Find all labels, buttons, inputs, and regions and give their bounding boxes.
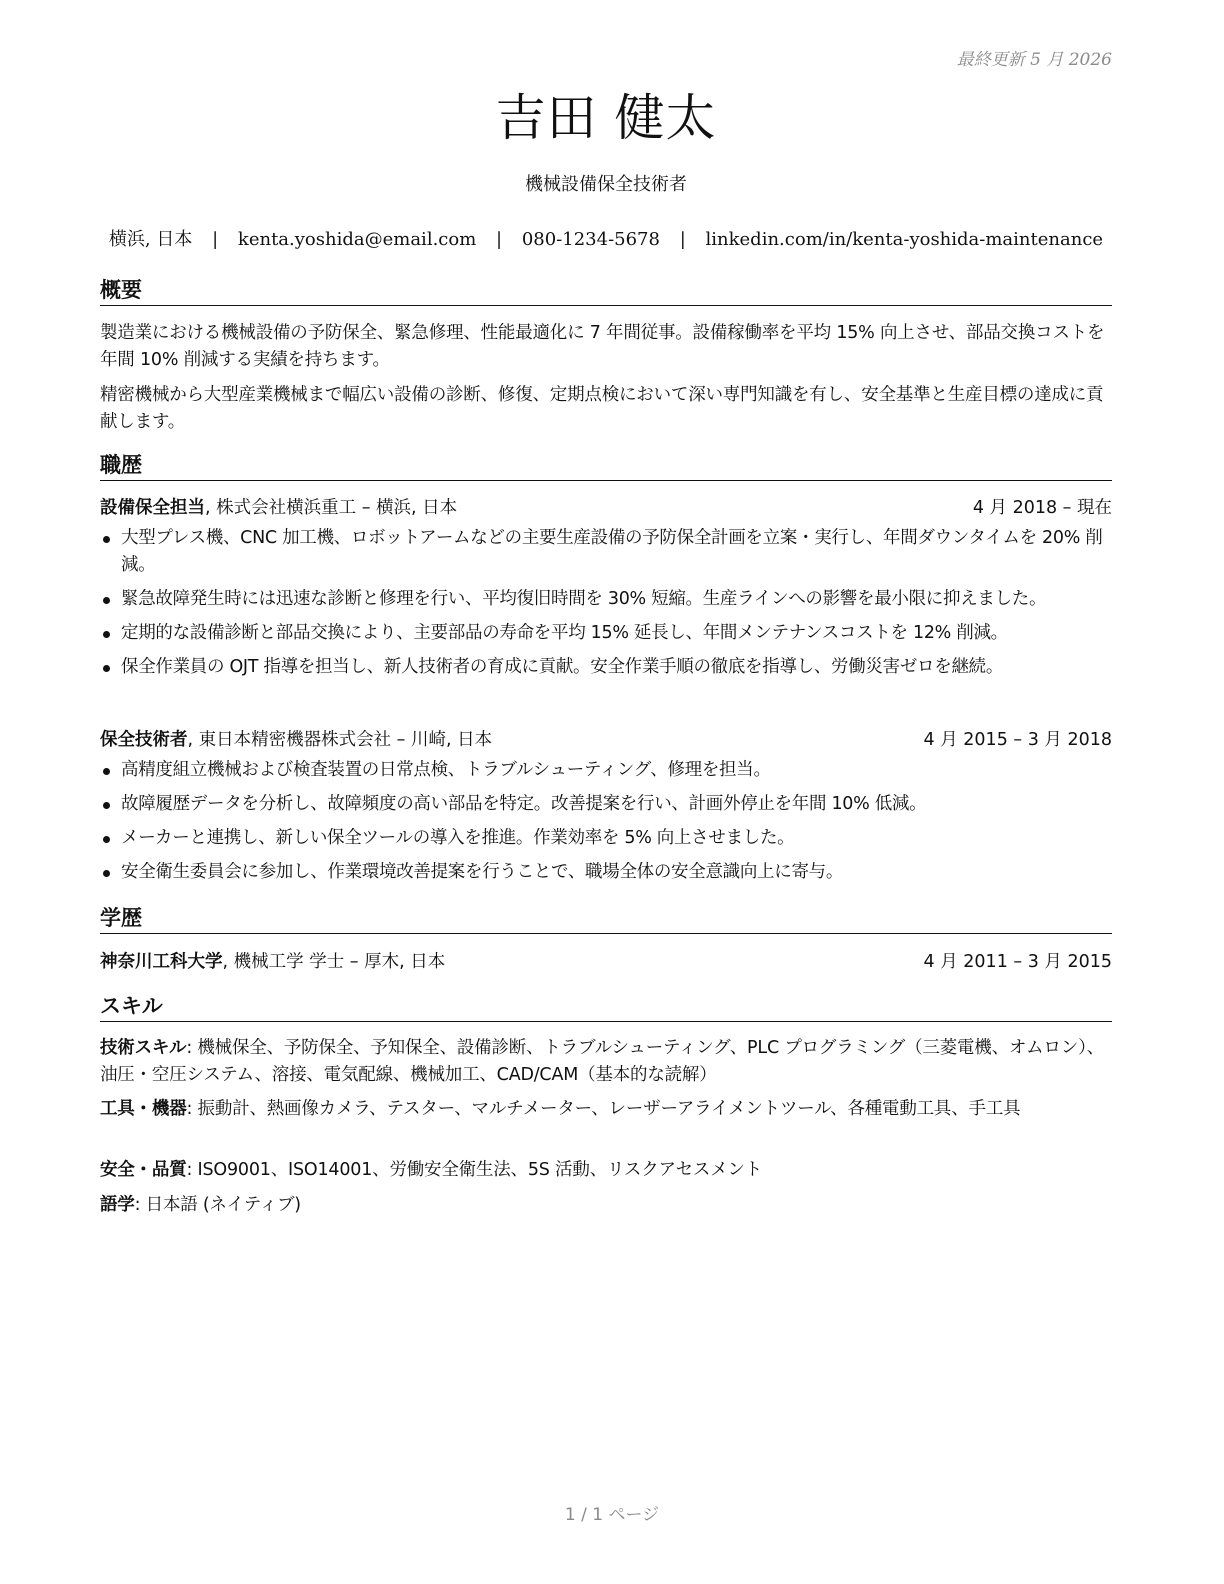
bullet-icon xyxy=(103,836,110,843)
skill-line xyxy=(100,1096,1112,1123)
page-indicator: 1 / 1 ページ xyxy=(564,1505,660,1525)
skill-line xyxy=(100,1035,1112,1089)
skill-label: 安全・品質 xyxy=(100,1160,187,1180)
candidate-title: 機械設備保全技術者 xyxy=(525,174,687,195)
bullet-icon xyxy=(103,536,110,543)
education-heading: 学歴 xyxy=(100,904,1112,934)
job-role: 設備保全担当 xyxy=(100,498,205,518)
bullet-icon xyxy=(103,870,110,877)
job-organization: , 株式会社横浜重工 – 横浜, 日本 xyxy=(205,498,458,518)
list-item xyxy=(100,859,1112,886)
summary-paragraph: 製造業における機械設備の予防保全、緊急修理、性能最適化に 7 年間従事。設備稼働率を平均 15% 向上させ、部品交換コストを年間 10% 削減する実績を持ちます。 xyxy=(100,323,1105,370)
skill-label: 語学 xyxy=(100,1195,135,1215)
skill-label: 技術スキル xyxy=(100,1038,187,1058)
education-dates: 4 月 2011 – 3 月 2015 xyxy=(923,952,1112,972)
skill-value: : ISO9001、ISO14001、労働安全衛生法、5S 活動、リスクアセスメント xyxy=(186,1160,763,1180)
last-updated-text: 最終更新 5 月 2026 xyxy=(956,50,1112,70)
bullet-text: 保全作業員の OJT 指導を担当し、新人技術者の育成に貢献。安全作業手順の徹底を指導し、労働災害ゼロを継続。 xyxy=(121,657,1004,677)
summary-heading: 概要 xyxy=(100,276,1112,306)
summary-paragraph: 精密機械から大型産業機械まで幅広い設備の診断、修復、定期点検において深い専門知識を有し、安全基準と生産目標の達成に貢献します。 xyxy=(100,385,1104,432)
list-item xyxy=(100,791,1112,818)
bullet-icon xyxy=(103,802,110,809)
bullet-icon xyxy=(103,597,110,604)
job-dates: 4 月 2015 – 3 月 2018 xyxy=(923,730,1112,750)
skill-value: : 振動計、熱画像カメラ、テスター、マルチメーター、レーザーアライメントツール、各種電動工具、手工具 xyxy=(186,1099,1021,1119)
bullet-text: 緊急故障発生時には迅速な診断と修理を行い、平均復旧時間を 30% 短縮。生産ラインへの影響を最小限に抑えました。 xyxy=(121,589,1047,609)
degree-detail: , 機械工学 学士 – 厚木, 日本 xyxy=(222,952,446,972)
bullet-icon xyxy=(103,665,110,672)
job-role: 保全技術者 xyxy=(100,730,188,750)
skills-heading: スキル xyxy=(100,992,1112,1022)
job-bullet-list xyxy=(100,757,1112,893)
skill-label: 工具・機器 xyxy=(100,1099,187,1119)
job-organization: , 東日本精密機器株式会社 – 川崎, 日本 xyxy=(187,730,493,750)
bullet-text: メーカーと連携し、新しい保全ツールの導入を推進。作業効率を 5% 向上させました。 xyxy=(121,828,795,848)
experience-heading: 職歴 xyxy=(100,451,1112,481)
list-item xyxy=(100,620,1112,647)
bullet-text: 高精度組立機械および検査装置の日常点検、トラブルシューティング、修理を担当。 xyxy=(121,760,771,780)
list-item xyxy=(100,825,1112,852)
list-item xyxy=(100,525,1112,579)
bullet-text: 安全衛生委員会に参加し、作業環境改善提案を行うことで、職場全体の安全意識向上に寄与。 xyxy=(121,862,844,882)
job-bullet-list xyxy=(100,525,1112,688)
skill-line xyxy=(100,1157,1112,1184)
job-entry-header xyxy=(100,496,1112,520)
bullet-icon xyxy=(103,631,110,638)
contact-separator: | xyxy=(212,229,219,250)
job-entry-header xyxy=(100,728,1112,752)
skill-value: : 機械保全、予防保全、予知保全、設備診断、トラブルシューティング、PLC プログラミング（三菱電機、オムロン）、油圧・空圧システム、溶接、電気配線、機械加工、CAD/CAM（基本的な読解） xyxy=(100,1038,1104,1085)
candidate-name: 吉田 健太 xyxy=(495,89,717,147)
skill-line xyxy=(100,1192,1112,1219)
list-item xyxy=(100,757,1112,784)
contact-separator: | xyxy=(679,229,686,250)
list-item xyxy=(100,586,1112,613)
bullet-icon xyxy=(103,768,110,775)
bullet-text: 定期的な設備診断と部品交換により、主要部品の寿命を平均 15% 延長し、年間メンテナンスコストを 12% 削減。 xyxy=(121,623,1008,643)
bullet-text: 故障履歴データを分析し、故障頻度の高い部品を特定。改善提案を行い、計画外停止を年間 10% 低減。 xyxy=(121,794,927,814)
skill-value: : 日本語 (ネイティブ) xyxy=(134,1195,301,1215)
bullet-text: 大型プレス機、CNC 加工機、ロボットアームなどの主要生産設備の予防保全計画を立案・実行し、年間ダウンタイムを 20% 削減。 xyxy=(121,528,1103,575)
contact-line xyxy=(100,225,1112,251)
education-entry xyxy=(100,950,1112,974)
contact-phone: 080-1234-5678 xyxy=(521,229,660,250)
school-name: 神奈川工科大学 xyxy=(100,952,223,972)
contact-email[interactable]: kenta.yoshida@email.com xyxy=(237,229,477,250)
contact-location: 横浜, 日本 xyxy=(108,229,193,250)
job-dates: 4 月 2018 – 現在 xyxy=(972,498,1112,518)
contact-separator: | xyxy=(496,229,503,250)
list-item xyxy=(100,654,1112,681)
contact-linkedin[interactable]: linkedin.com/in/kenta-yoshida-maintenance xyxy=(705,229,1104,250)
